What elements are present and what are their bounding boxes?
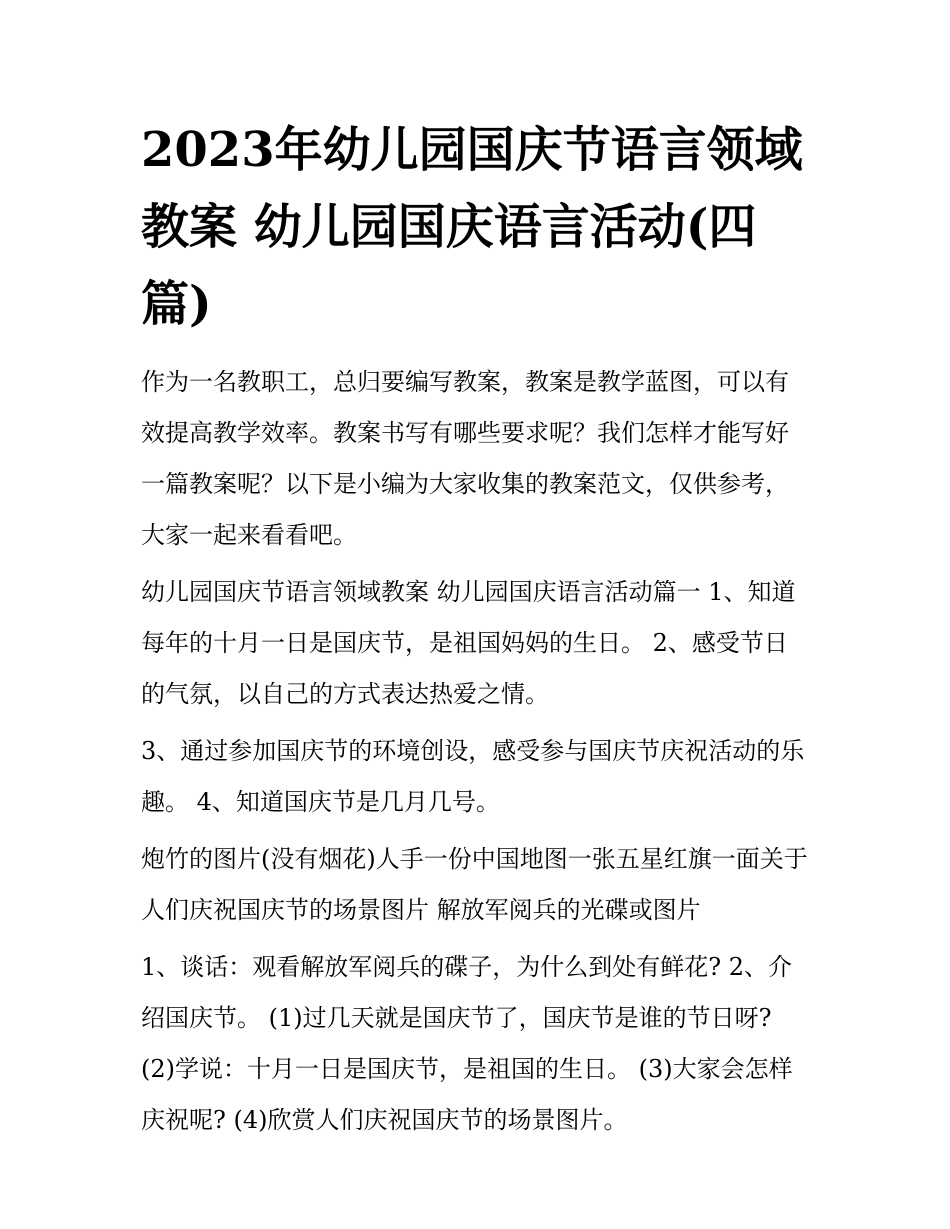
document-body (141, 112, 811, 1152)
paragraph-process: 1、谈话：观看解放军阅兵的碟子，为什么到处有鲜花? 2、介绍国庆节。 (1)过几天就是国庆节了，国庆节是谁的节日呀? (2)学说：十月一日是国庆节，是祖国的生日。 (3)大家会怎样庆祝呢? (4)欣赏人们庆祝国庆节的场景图片。 (141, 953, 793, 1134)
paragraph-objectives-2: 3、通过参加国庆节的环境创设，感受参与国庆节庆祝活动的乐趣。 4、知道国庆节是几月几号。 (141, 737, 805, 816)
paragraph-materials: 炮竹的图片(没有烟花)人手一份中国地图一张五星红旗一面关于人们庆祝国庆节的场景图片 解放军阅兵的光碟或图片 (141, 845, 808, 924)
document-title: 2023年幼儿园国庆节语言领域教案 幼儿园国庆语言活动(四篇) (141, 122, 803, 332)
paragraph-objectives-1: 幼儿园国庆节语言领域教案 幼儿园国庆语言活动篇一 1、知道每年的十月一日是国庆节，是祖国妈妈的生日。 2、感受节日的气氛，以自己的方式表达热爱之情。 (141, 578, 796, 708)
paragraph-intro: 作为一名教职工，总归要编写教案，教案是教学蓝图，可以有效提高教学效率。教案书写有哪些要求呢？我们怎样才能写好一篇教案呢？以下是小编为大家收集的教案范文，仅供参考，大家一起来看看吧。 (141, 368, 789, 549)
